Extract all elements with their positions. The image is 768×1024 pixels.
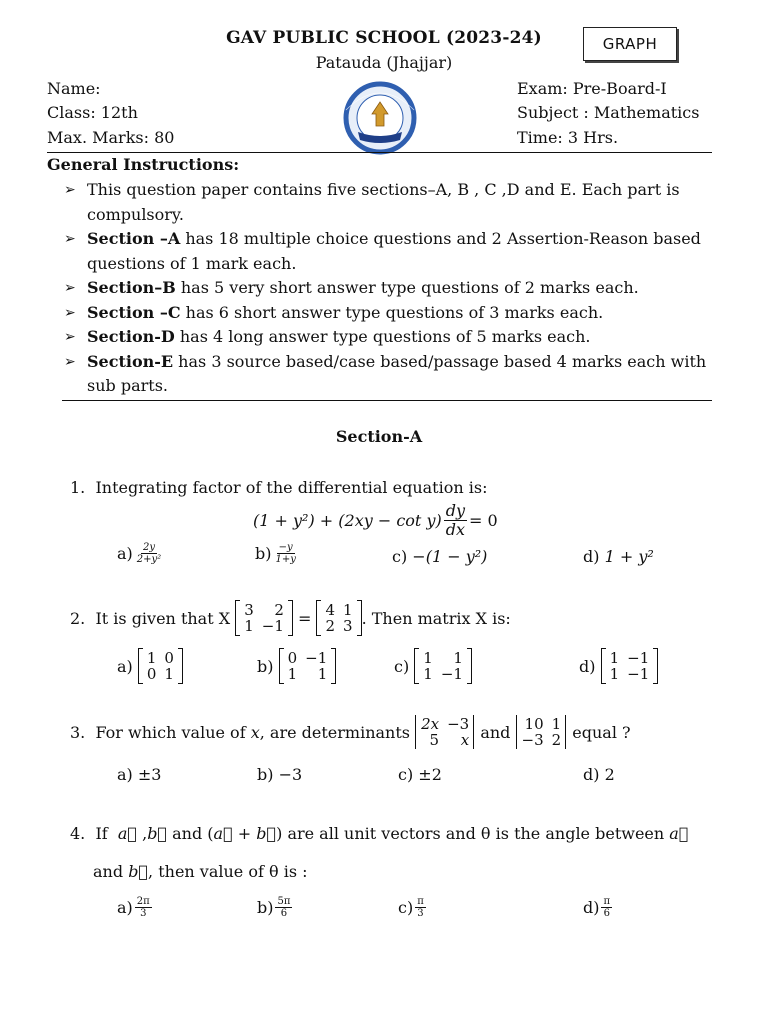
q3-option-a[interactable]: a) ±3 [117, 765, 162, 784]
q4-option-a[interactable]: a) $\frac{2\pi}{3}$ [117, 896, 150, 919]
name-label: Name: [47, 79, 101, 98]
q4-option-c[interactable]: c) $\frac{\pi}{3}$ [398, 896, 424, 919]
max-marks: Max. Marks: 80 [47, 128, 175, 147]
class-label: Class: 12th [47, 103, 138, 122]
q3-option-d[interactable]: d) 2 [583, 765, 615, 784]
q2-option-a[interactable]: a) 1 0 0 1 [117, 648, 183, 684]
instruction-item: ➢ Section –C has 6 short answer type questions of 3 marks each. [62, 301, 722, 326]
question-1: 1. Integrating factor of the differential equation is: [70, 478, 488, 497]
instructions-divider [62, 400, 712, 401]
arrow-bullet-icon: ➢ [64, 182, 76, 198]
school-name: GAV PUBLIC SCHOOL (2023-24) [226, 28, 542, 48]
instruction-item: ➢ Section-E has 3 source based/case based/passage based 4 marks each with sub parts. [64, 351, 707, 395]
subject-label: Subject : Mathematics [517, 103, 700, 122]
q2-option-d[interactable]: d) 1 −1 1 −1 [579, 648, 658, 684]
instruction-item: ➢ Section-D has 4 long answer type questions of 5 marks each. [62, 325, 722, 350]
graph-badge: GRAPH [583, 27, 677, 61]
q1-option-a[interactable]: a) $\frac{2y}{\text{2+y²}}$ [117, 542, 162, 565]
exam-label: Exam: Pre-Board-I [517, 79, 667, 98]
time-label: Time: 3 Hrs. [517, 128, 619, 147]
instruction-item: ➢ This question paper contains five sections–A, B , C ,D and E. Each part is compulsory. [64, 180, 680, 224]
school-logo [330, 80, 430, 156]
arrow-bullet-icon: ➢ [64, 329, 76, 345]
instruction-item: ➢ Section –A has 18 multiple choice questions and 2 Assertion-Reason based questions of 1 mark each. [64, 229, 701, 273]
q1-option-c[interactable]: c) −(1 − y²) [392, 547, 488, 566]
q3-determinant-2: 10 1 −3 2 [516, 715, 568, 749]
q3-determinant-1: 2x −3 5 x [415, 715, 475, 749]
q4-option-d[interactable]: d) $\frac{\pi}{6}$ [583, 896, 611, 919]
instruction-item: ➢ Section–B has 5 very short answer type questions of 2 marks each. [62, 276, 722, 301]
arrow-bullet-icon: ➢ [64, 280, 76, 296]
q2-matrix-1: 3 2 1 −1 [235, 600, 293, 636]
q2-option-c[interactable]: c) 1 1 1 −1 [394, 648, 472, 684]
header-divider [47, 152, 712, 153]
question-4-line-2: and b, then value of θ is : [93, 862, 308, 881]
section-a-title: Section-A [335, 427, 423, 446]
q2-matrix-2: 4 1 2 3 [316, 600, 361, 636]
arrow-bullet-icon: ➢ [64, 231, 76, 247]
q3-option-c[interactable]: c) ±2 [398, 765, 442, 784]
arrow-bullet-icon: ➢ [64, 304, 76, 321]
q1-equation: (1 + y²) + (2xy − cot y) $\frac{dy}{dx}$ = 0 [253, 501, 498, 539]
instructions-title: General Instructions: [47, 155, 240, 174]
question-2: 2. It is given that X 3 2 1 −1 = 4 1 2 3 . Then matrix X is: [70, 601, 511, 635]
instructions-list [62, 178, 722, 399]
question-4: 4. If a ,b and (a + b) are all unit vectors and θ is the angle between a [70, 824, 689, 843]
q1-option-d[interactable]: d) 1 + y² [583, 547, 654, 566]
q4-option-b[interactable]: b) $\frac{5\pi}{6}$ [257, 896, 291, 919]
arrow-bullet-icon: ➢ [64, 353, 76, 370]
question-3: 3. For which value of x , are determinants 2x −3 5 x and 10 1 −3 2 equal ? [70, 715, 631, 749]
q2-option-b[interactable]: b) 0 −1 1 1 [257, 648, 336, 684]
q1-option-b[interactable]: b) $\frac{-y}{1+y}$ [255, 542, 296, 565]
school-location: Pataudа (Jhajjar) [315, 53, 453, 72]
q3-option-b[interactable]: b) −3 [257, 765, 303, 784]
